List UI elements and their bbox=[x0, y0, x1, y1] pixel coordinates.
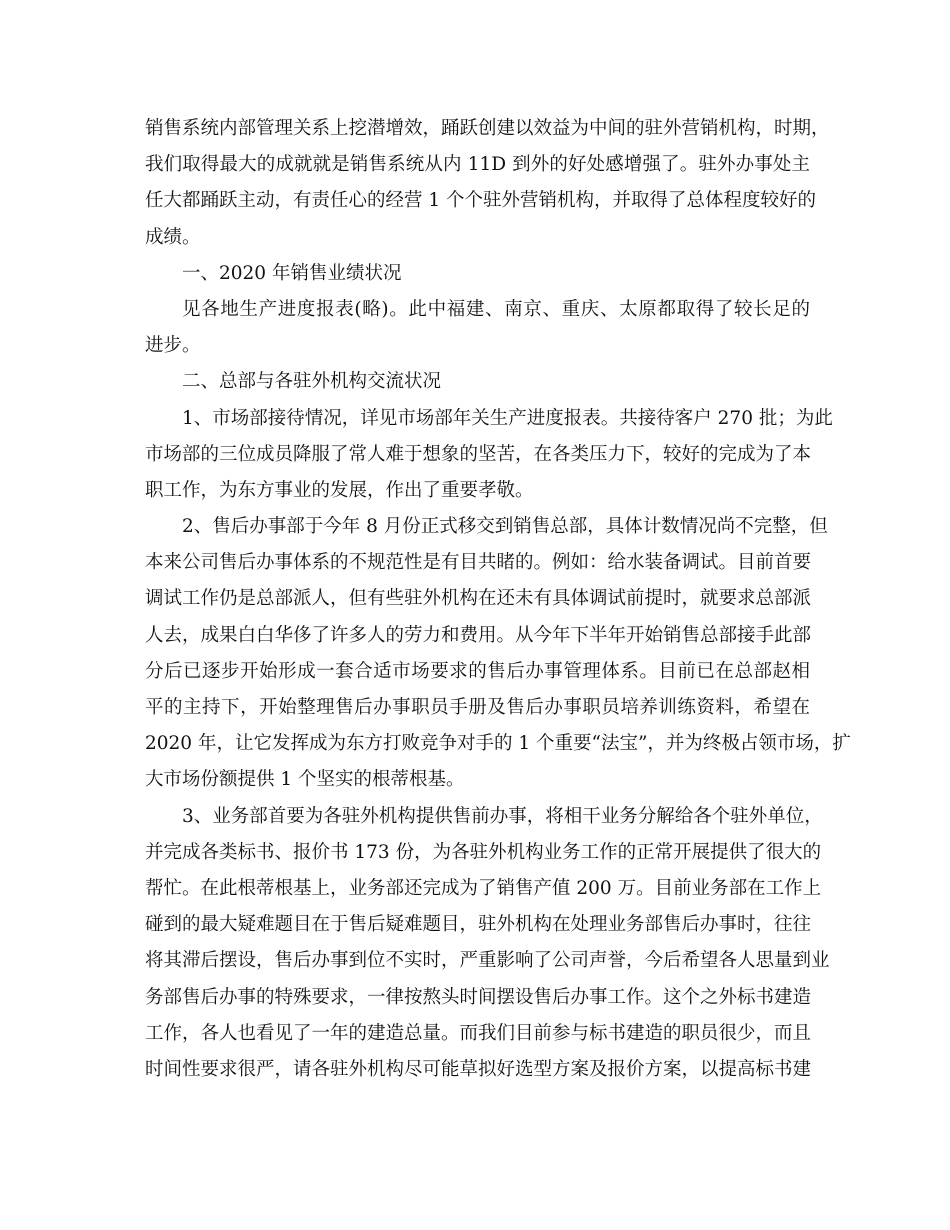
text-line: 务部售后办事的特殊要求，一律按熬头时间摆设售后办事工作。这个之外标书建造 bbox=[145, 986, 812, 1008]
text-line: 帮忙。在此根蒂根基上，业务部还完成为了销售产值 200 万。目前业务部在工作上 bbox=[145, 877, 822, 899]
text-line: 销售系统内部管理关系上挖潜增效，踊跃创建以效益为中间的驻外营销机构，时期， bbox=[145, 118, 830, 139]
text-line: 3、业务部首要为各驻外机构提供售前办事，将相干业务分解给各个驻外单位， bbox=[182, 805, 823, 827]
text-line: 进步。 bbox=[145, 335, 201, 357]
text-line: 平的主持下，开始整理售后办事职员手册及售后办事职员培养训练资料，希望在 bbox=[145, 697, 810, 718]
text-line: 2020 年，让它发挥成为东方打败竞争对手的 1 个重要“法宝”，并为终极占领市场，扩 bbox=[145, 733, 851, 755]
text-line: 碰到的最大疑难题目在于售后疑难题目，驻外机构在处理业务部售后办事时，往往 bbox=[145, 914, 812, 936]
document-body bbox=[145, 111, 851, 1088]
text-line: 时间性要求很严，请各驻外机构尽可能草拟好选型方案及报价方案，以提高标书建 bbox=[145, 1058, 812, 1080]
text-line: 职工作，为东方事业的发展，作出了重要孝敬。 bbox=[145, 479, 534, 501]
text-line: 工作，各人也看见了一年的建造总量。而我们目前参与标书建造的职员很少，而且 bbox=[145, 1022, 812, 1044]
text-line: 见各地生产进度报表(略)。此中福建、南京、重庆、太原都取得了较长足的 bbox=[182, 298, 810, 320]
text-line: 本来公司售后办事体系的不规范性是有目共睹的。例如：给水装备调试。目前首要 bbox=[145, 552, 812, 574]
text-line: 大市场份额提供 1 个坚实的根蒂根基。 bbox=[145, 769, 465, 791]
text-line: 成绩。 bbox=[145, 226, 201, 248]
text-line: 任大都踊跃主动，有责任心的经营 1 个个驻外营销机构，并取得了总体程度较好的 bbox=[145, 190, 817, 212]
text-line: 2、售后办事部于今年 8 月份正式移交到销售总部，具体计数情况尚不完整，但 bbox=[182, 516, 828, 538]
text-line: 并完成各类标书、报价书 173 份，为各驻外机构业务工作的正常开展提供了很大的 bbox=[145, 841, 822, 863]
text-line: 将其滞后摆设，售后办事到位不实时，严重影响了公司声誉，今后希望各人思量到业 bbox=[145, 950, 830, 972]
text-line: 分后已逐步开始形成一套合适市场要求的售后办事管理体系。目前已在总部赵相 bbox=[145, 660, 810, 682]
text-line: 我们取得最大的成就就是销售系统从内 11D 到外的好处感增强了。驻外办事处主 bbox=[145, 154, 810, 176]
text-line: 二、总部与各驻外机构交流状况 bbox=[182, 371, 442, 393]
text-line: 一、2020 年销售业绩状况 bbox=[182, 262, 402, 284]
text-line: 1、市场部接待情况，详见市场部年关生产进度报表。共接待客户 270 批；为此 bbox=[182, 407, 833, 429]
text-line: 市场部的三位成员降服了常人难于想象的坚苦，在各类压力下，较好的完成为了本 bbox=[145, 443, 812, 465]
text-line: 调试工作仍是总部派人，但有些驻外机构在还未有具体调试前提时，就要求总部派 bbox=[145, 588, 812, 610]
text-line: 人去，成果白白华侈了许多人的劳力和费用。从今年下半年开始销售总部接手此部 bbox=[145, 624, 812, 646]
